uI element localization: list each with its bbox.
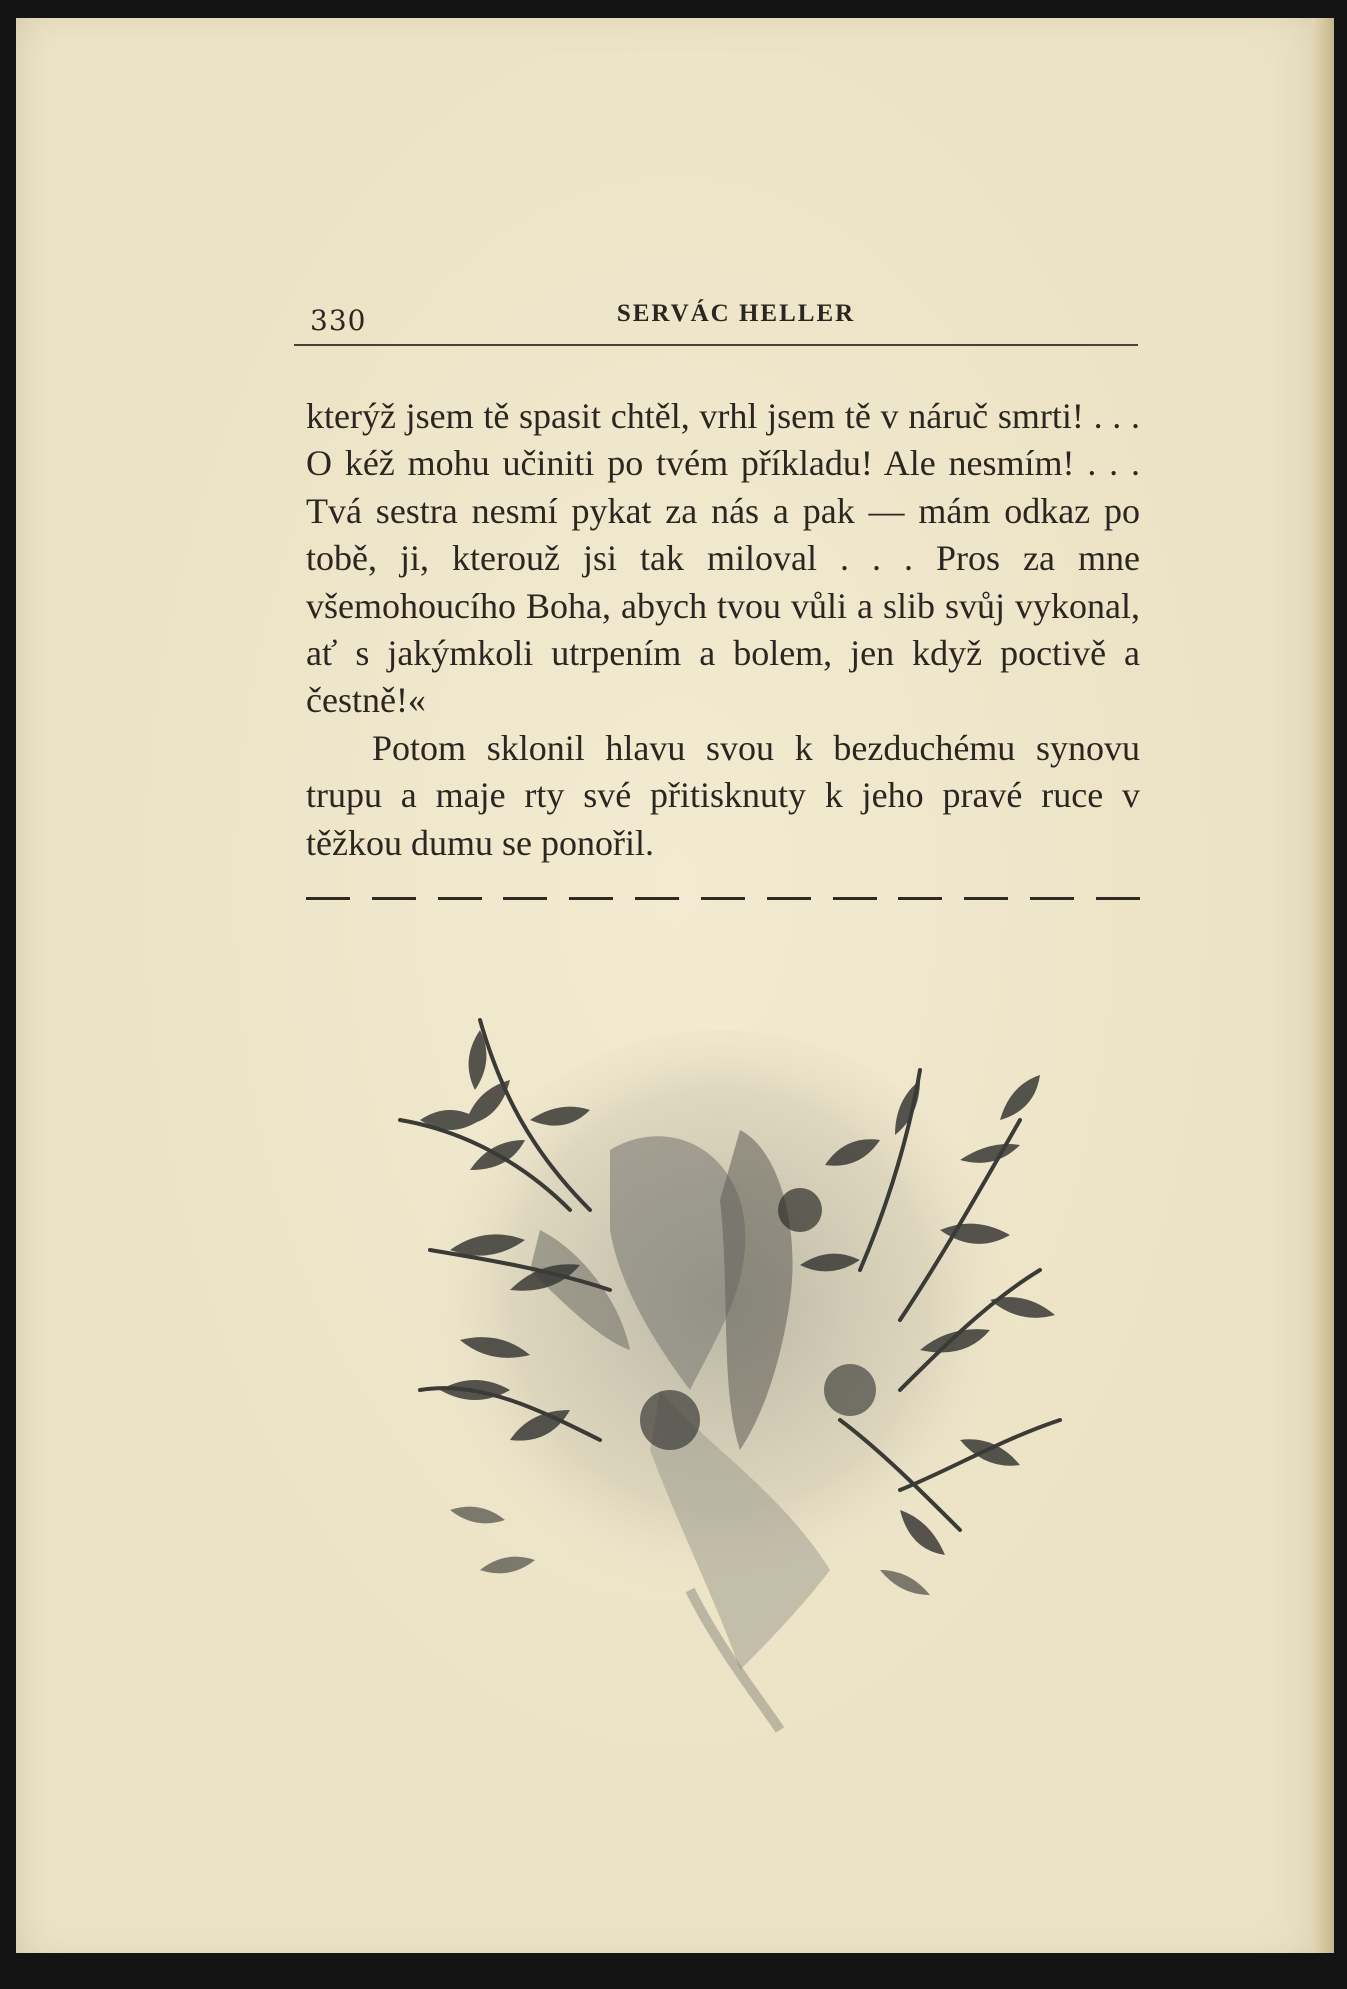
body-text bbox=[306, 393, 1140, 867]
paragraph-1: kterýž jsem tě spasit chtěl, vrhl jsem tě v náruč smrti! . . . O kéž mohu učiniti po tvém příkladu! Ale nesmím! . . . Tvá sestra nesmí pykat za nás a pak — mám odkaz po tobě, ji, kterouž jsi tak miloval . . . Pros za mne všemohoucího Boha, abych tvou vůli a slib svůj vykonal, ať s jakýmkoli utrpením a bolem, jen když poctivě a čestně!« bbox=[306, 396, 1140, 721]
dashed-separator bbox=[306, 897, 1140, 901]
page-edge bbox=[1312, 18, 1334, 1953]
running-title: SERVÁC HELLER bbox=[616, 300, 856, 327]
running-head bbox=[294, 296, 1138, 346]
floral-wreath-illustration bbox=[360, 970, 1100, 1740]
page-number: 330 bbox=[310, 304, 367, 337]
paragraph-2: Potom sklonil hlavu svou k bezduchému synovu trupu a maje rty své přitisknuty k jeho pravé ruce v těžkou dumu se ponořil. bbox=[306, 727, 1140, 863]
